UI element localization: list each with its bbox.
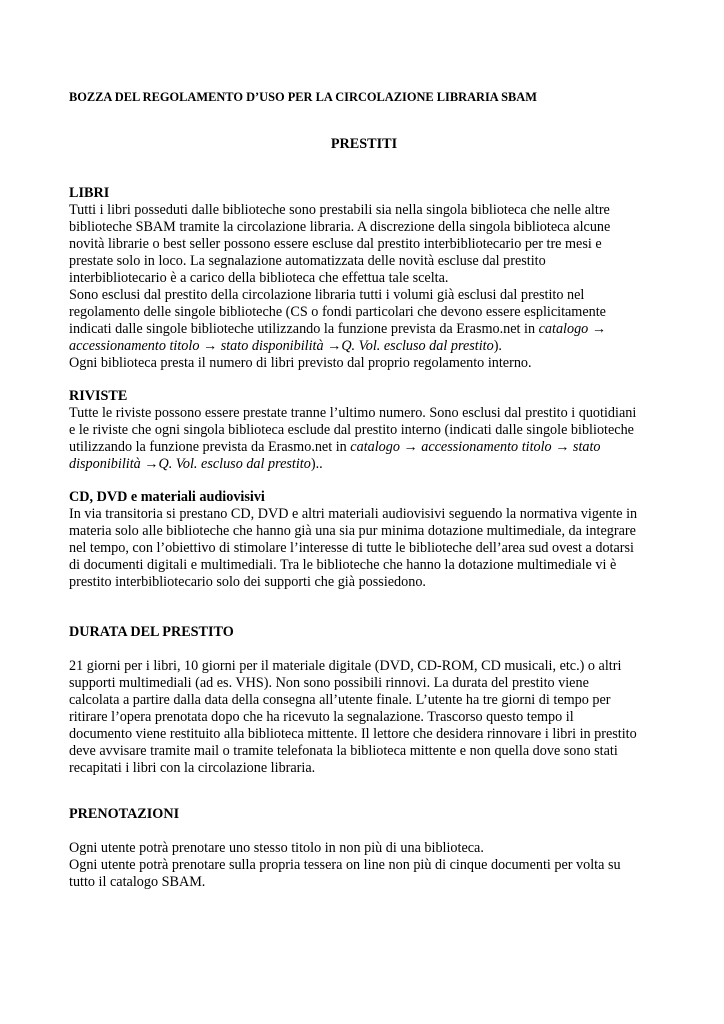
text-span: ). <box>493 338 502 354</box>
menu-path-italic: disponibilità →Q. Vol. escluso dal prestito <box>69 456 311 472</box>
section-cd-dvd <box>69 489 659 591</box>
section-prenotazioni <box>69 806 659 891</box>
text-line: biblioteche SBAM tramite la circolazione libraria. A discrezione della singola biblioteca alcune <box>69 219 611 235</box>
text-line <box>69 456 659 473</box>
menu-path-italic: catalogo → accessionamento titolo → stato <box>350 439 601 455</box>
text-line <box>69 338 659 355</box>
text-line: prestito interbibliotecario solo dei supporti che già possiedono. <box>69 574 426 590</box>
section-durata <box>69 624 659 777</box>
text-line: tutto il catalogo SBAM. <box>69 874 206 890</box>
document-title: BOZZA DEL REGOLAMENTO D’USO PER LA CIRCOLAZIONE LIBRARIA SBAM <box>69 90 537 104</box>
text-line: supporti multimediali (ad es. VHS). Non sono possibili rinnovi. La durata del prestito viene <box>69 675 589 691</box>
section-heading-cd-dvd: CD, DVD e materiali audiovisivi <box>69 489 265 505</box>
document-subtitle: PRESTITI <box>330 136 398 152</box>
text-line: Tutti i libri posseduti dalle biblioteche sono prestabili sia nella singola biblioteca che nelle altre <box>69 202 610 218</box>
text-line: ritirare l’opera prenotata dopo che ha ricevuto la segnalazione. Trascorso questo tempo il <box>69 709 574 725</box>
text-line: novità librarie o best seller possono essere escluse dal prestito interbibliotecario per tre mesi e <box>69 236 602 252</box>
text-line: Tutte le riviste possono essere prestate tranne l’ultimo numero. Sono esclusi dal prestito i quotidiani <box>69 405 637 421</box>
text-line: interbibliotecario è a carico della biblioteca che effettua tale scelta. <box>69 270 449 286</box>
section-heading-durata: DURATA DEL PRESTITO <box>69 624 234 640</box>
menu-path-italic: catalogo → <box>538 321 607 337</box>
menu-path-italic: accessionamento titolo → stato disponibilità →Q. Vol. escluso dal prestito <box>69 338 494 354</box>
text-span: ).. <box>310 456 323 472</box>
text-line: prestate solo in loco. La segnalazione automatizzata delle novità escluse dal prestito <box>69 253 546 269</box>
text-line: di documenti digitali e multimediali. Tra le biblioteche che hanno la dotazione multimediale vi è <box>69 557 617 573</box>
text-line: Ogni utente potrà prenotare sulla propria tessera on line non più di cinque documenti per volta su <box>69 857 621 873</box>
text-line <box>69 439 659 456</box>
text-line: regolamento delle singole biblioteche (CS o fondi particolari che devono essere esplicitamente <box>69 304 606 320</box>
text-line: calcolata a partire dalla data della consegna all’utente finale. L’utente ha tre giorni di tempo per <box>69 692 611 708</box>
text-line: Sono esclusi dal prestito della circolazione libraria tutti i volumi già esclusi dal prestito nel <box>69 287 585 303</box>
text-line <box>69 321 659 338</box>
text-line: documento viene restituito alla biblioteca mittente. Il lettore che desidera rinnovare i libri in prestito <box>69 726 637 742</box>
text-line: deve avvisare tramite mail o tramite telefonata la biblioteca mittente e non quella dove sono stati <box>69 743 618 759</box>
section-riviste <box>69 388 659 473</box>
text-span: utilizzando la funzione prevista da Erasmo.net in <box>69 439 351 455</box>
text-line: In via transitoria si prestano CD, DVD e altri materiali audiovisivi seguendo la normativa vigente in <box>69 506 638 522</box>
text-line: recapitati i libri con la circolazione libraria. <box>69 760 316 776</box>
section-heading-libri: LIBRI <box>69 185 110 201</box>
text-line: 21 giorni per i libri, 10 giorni per il materiale digitale (DVD, CD-ROM, CD musicali, etc.) o altri <box>69 658 622 674</box>
text-line: nel tempo, con l’obiettivo di stimolare l’interesse di tutte le biblioteche dell’area sud ovest a dotarsi <box>69 540 634 556</box>
text-line: Ogni biblioteca presta il numero di libri previsto dal proprio regolamento interno. <box>69 355 532 371</box>
text-line: e le riviste che ogni singola biblioteca esclude dal prestito interno (indicati dalle singole biblioteche <box>69 422 634 438</box>
section-heading-riviste: RIVISTE <box>69 388 128 404</box>
text-line: materia solo alle biblioteche che hanno già una sia pur minima dotazione multimediale, da integrare <box>69 523 636 539</box>
text-span: indicati dalle singole biblioteche utilizzando la funzione prevista da Erasmo.net in <box>69 321 539 337</box>
section-heading-prenotazioni: PRENOTAZIONI <box>69 806 180 822</box>
section-libri <box>69 185 659 372</box>
text-line: Ogni utente potrà prenotare uno stesso titolo in non più di una biblioteca. <box>69 840 484 856</box>
